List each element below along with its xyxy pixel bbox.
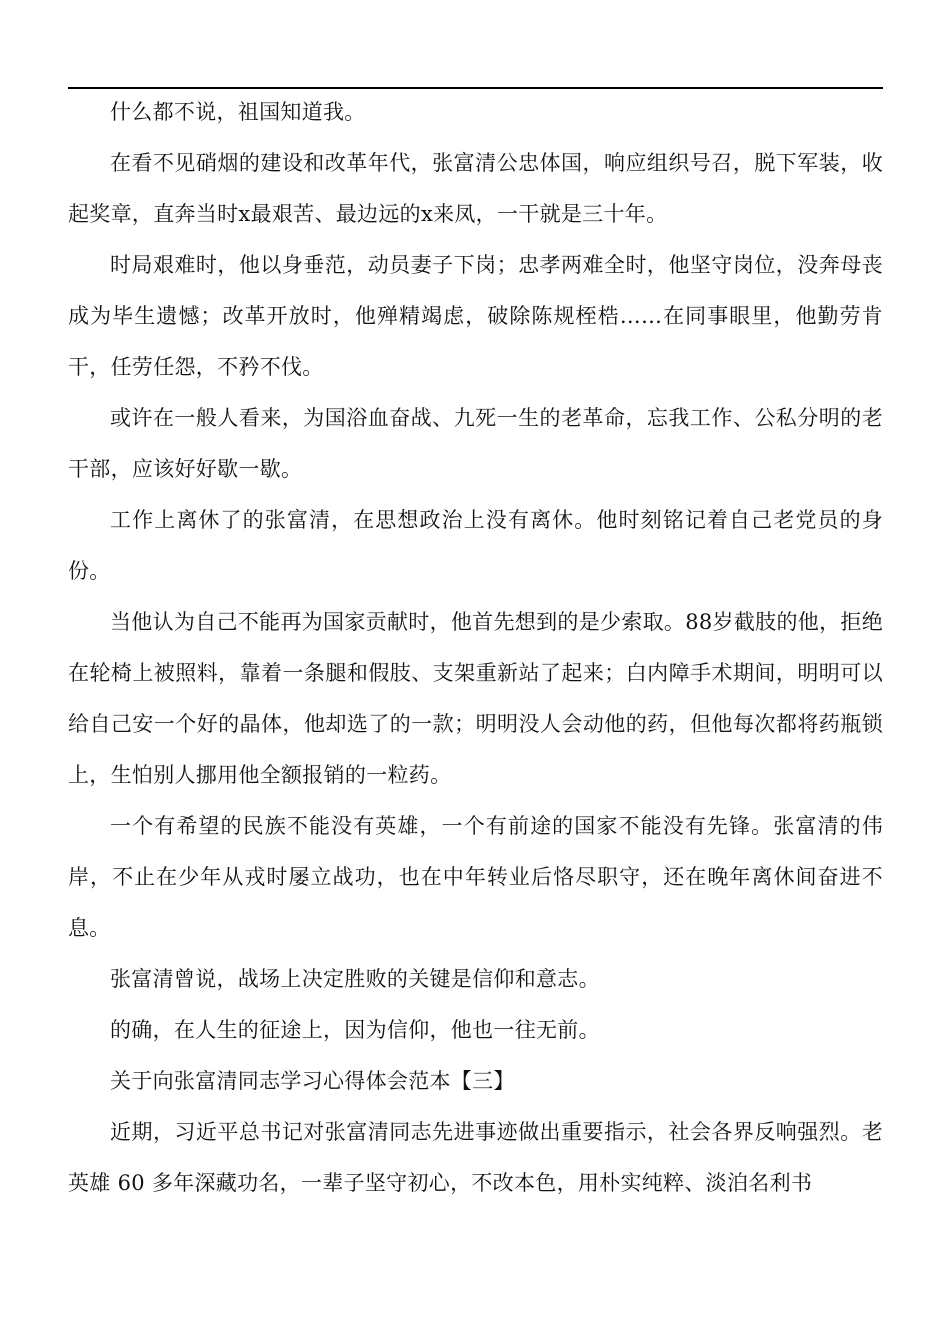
paragraph: 在看不见硝烟的建设和改革年代，张富清公忠体国，响应组织号召，脱下军装，收起奖章，直奔当时x最艰苦、最边远的x来凤，一干就是三十年。 bbox=[68, 151, 883, 226]
paragraph: 的确，在人生的征途上，因为信仰，他也一往无前。 bbox=[110, 1018, 600, 1042]
paragraph: 什么都不说，祖国知道我。 bbox=[110, 100, 366, 124]
paragraph: 一个有希望的民族不能没有英雄，一个有前途的国家不能没有先锋。张富清的伟岸，不止在少年从戎时屡立战功，也在中年转业后恪尽职守，还在晚年离休间奋进不息。 bbox=[68, 814, 883, 940]
paragraph: 或许在一般人看来，为国浴血奋战、九死一生的老革命，忘我工作、公私分明的老干部，应该好好歇一歇。 bbox=[68, 406, 883, 481]
paragraph: 近期，习近平总书记对张富清同志先进事迹做出重要指示，社会各界反响强烈。老英雄 60 多年深藏功名，一辈子坚守初心，不改本色，用朴实纯粹、淡泊名利书 bbox=[68, 1120, 883, 1195]
paragraph: 当他认为自己不能再为国家贡献时，他首先想到的是少索取。88岁截肢的他，拒绝在轮椅上被照料，靠着一条腿和假肢、支架重新站了起来；白内障手术期间，明明可以给自己安一个好的晶体，他却选了的一款；明明没人会动他的药，但他每次都将药瓶锁上，生怕别人挪用他全额报销的一粒药。 bbox=[68, 610, 883, 787]
document-body bbox=[68, 87, 883, 1209]
paragraph: 工作上离休了的张富清，在思想政治上没有离休。他时刻铭记着自己老党员的身份。 bbox=[68, 508, 883, 583]
paragraph: 张富清曾说，战场上决定胜败的关键是信仰和意志。 bbox=[110, 967, 600, 991]
section-heading: 关于向张富清同志学习心得体会范本【三】 bbox=[110, 1069, 515, 1093]
paragraph: 时局艰难时，他以身垂范，动员妻子下岗；忠孝两难全时，他坚守岗位，没奔母丧成为毕生遗憾；改革开放时，他殚精竭虑，破除陈规桎梏……在同事眼里，他勤劳肯干，任劳任怨，不矜不伐。 bbox=[68, 253, 883, 379]
